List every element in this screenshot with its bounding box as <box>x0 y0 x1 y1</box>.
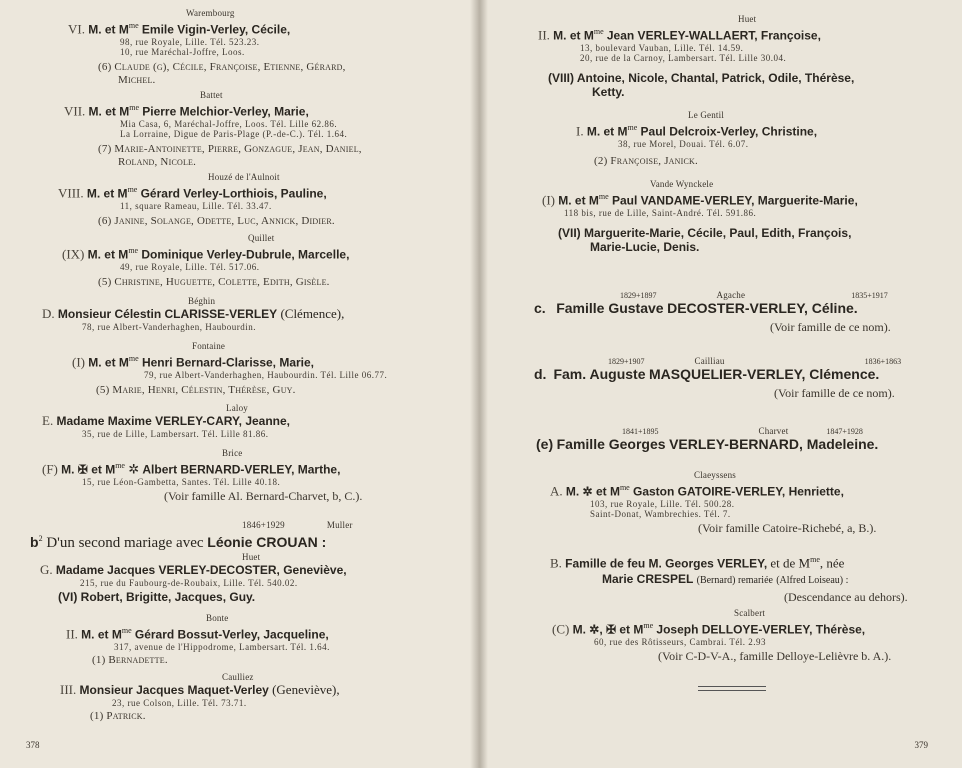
sup-me: me <box>643 621 654 630</box>
family-text: Fam. Auguste <box>553 366 646 382</box>
entry-ix <box>62 233 349 289</box>
children-line: (VI) Robert, Brigitte, Jacques, Guy. <box>58 590 256 604</box>
children-line: Ketty. <box>592 85 625 100</box>
maiden-name: Béghin <box>188 296 216 306</box>
entry-name: Jacques VERLEY-DECOSTER, Geneviève, <box>107 563 347 577</box>
children-line: Michel. <box>118 74 156 87</box>
entry-number: II. <box>538 27 550 43</box>
address-line: Saint-Donat, Wambrechies. Tél. 7. <box>590 509 731 520</box>
family-letter: (e) <box>536 436 554 452</box>
entry-number: II. <box>66 626 78 642</box>
entry-vi <box>68 8 346 87</box>
family-e <box>536 426 878 454</box>
entry-name: Henri Bernard-Clarisse, Marie, <box>141 355 315 370</box>
maiden-name: Laloy <box>226 403 248 413</box>
family-letter: c. <box>534 300 546 316</box>
entry-c-delloye <box>552 608 891 663</box>
years: 1829+1907 <box>608 357 645 366</box>
entry-number: (C) <box>552 621 570 637</box>
address-line: 15, rue Léon-Gambetta, Santes. Tél. Lille 40.18. <box>82 477 281 488</box>
entry-name: Paul VANDAME-VERLEY, Marguerite-Marie, <box>611 193 858 208</box>
sup-me: me <box>121 626 132 635</box>
sup-me: me <box>128 354 139 363</box>
children-line: Marie-Lucie, Denis. <box>590 240 700 255</box>
years: 1847+1928 <box>826 427 863 436</box>
maiden-name: Fontaine <box>192 341 226 351</box>
entry-name: Gérard Bossut-Verley, Jacqueline, <box>134 627 329 642</box>
sup-me: me <box>810 555 820 564</box>
entry-number: G. <box>40 562 53 577</box>
entry-title: M. et M <box>553 28 594 43</box>
address-line: 215, rue du Faubourg-de-Roubaix, Lille. Tél. 540.02. <box>80 578 298 588</box>
children-line: (1) Bernadette. <box>92 654 168 667</box>
entry-name: Gaston GATOIRE-VERLEY, Henriette, <box>632 484 844 499</box>
entry-text: Famille de feu <box>565 556 646 571</box>
entry-number: B. <box>550 555 562 571</box>
entry-ii-bossut <box>66 613 330 667</box>
entry-viii <box>58 172 335 228</box>
sup-me: me <box>128 246 139 255</box>
address-line: Mia Casa, 6, Maréchal-Joffre, Loos. Tél. Lille 62.86. <box>120 119 338 130</box>
maiden-name: Warembourg <box>186 8 235 18</box>
entry-title: M. ✲ et M <box>565 484 620 499</box>
right-page <box>478 0 962 768</box>
entry-name: Jean VERLEY-WALLAERT, Françoise, <box>606 28 821 43</box>
address-line: 103, rue Royale, Lille. Tél. 500.28. <box>590 499 735 510</box>
sup-me: me <box>627 123 638 132</box>
entry-d <box>42 296 344 332</box>
see-reference: (Descendance au dehors). <box>784 590 908 605</box>
children-line: (5) Marie, Henri, Célestin, Thérèse, Guy. <box>96 384 296 397</box>
family-name: MASQUELIER-VERLEY, Clémence. <box>649 366 880 382</box>
entry-text: et de M <box>770 555 811 571</box>
entry-b-verley <box>550 552 908 604</box>
entry-number: A. <box>550 483 563 499</box>
page-number: 379 <box>914 740 928 750</box>
end-rule <box>698 686 766 691</box>
address-line: 49, rue Royale, Lille. Tél. 517.06. <box>120 262 260 273</box>
entry-title: M. et M <box>88 355 129 370</box>
entry-title: Monsieur <box>79 683 133 697</box>
entry-title: Madame <box>55 563 104 577</box>
entry-tail: (Geneviève), <box>272 682 340 697</box>
family-d <box>534 356 901 400</box>
maiden-name: Charvet <box>758 426 789 436</box>
entry-title: M. ✠ et M <box>61 462 116 477</box>
entry-name: Dominique Verley-Dubrule, Marcelle, <box>141 247 350 262</box>
entry-number: VIII. <box>58 185 84 201</box>
years: 1836+1863 <box>864 357 902 366</box>
maiden-name: Vande Wynckele <box>650 179 714 189</box>
maiden-name: Quillet <box>248 233 275 243</box>
address-line: 23, rue Colson, Lille. Tél. 73.71. <box>112 698 247 708</box>
children-line: (7) Marie-Antoinette, Pierre, Gonzague, Jean, Daniel, <box>98 143 362 156</box>
entry-a-gatoire <box>550 470 876 535</box>
entry-number: I. <box>576 123 584 139</box>
address-line: 60, rue des Rôtisseurs, Cambrai. Tél. 2.93 <box>594 637 767 648</box>
maiden-name: Cailliau <box>694 356 725 366</box>
family-name: VERLEY-BERNARD, Madeleine. <box>669 436 879 452</box>
address-line: 317, avenue de l'Hippodrome, Lambersart. Tél. 1.64. <box>114 642 330 653</box>
entry-f <box>42 448 362 503</box>
see-reference: (Voir C-D-V-A., famille Delloye-Lelièvre b. A.). <box>658 649 892 664</box>
family-text: Famille Gustave <box>556 300 664 316</box>
entry-name: Maxime VERLEY-CARY, Jeanne, <box>107 414 291 428</box>
maiden-name: Huet <box>242 552 261 562</box>
entry-i-vandame <box>542 179 858 254</box>
entry-name: Paul Delcroix-Verley, Christine, <box>640 124 818 139</box>
entry-title: M. et M <box>88 104 130 119</box>
address-line: 10, rue Maréchal-Joffre, Loos. <box>120 47 245 58</box>
entry-name: M. Georges VERLEY, <box>648 556 768 571</box>
maiden-name: Huet <box>738 14 757 24</box>
see-reference: (Voir famille Al. Bernard-Charvet, b, C.). <box>164 489 363 504</box>
section-letter: b <box>30 534 39 550</box>
maiden-name: Claeyssens <box>694 470 736 480</box>
children-line: (6) Janine, Solange, Odette, Luc, Annick, Didier. <box>98 215 335 228</box>
see-reference: (Voir famille Catoire-Richebé, a, B.). <box>698 521 877 536</box>
entry-title: M. et M <box>558 193 599 208</box>
entry-i-bernard <box>72 341 387 397</box>
entry-number: III. <box>60 682 77 697</box>
family-name: DECOSTER-VERLEY, Céline. <box>667 300 858 316</box>
children-line: (2) Françoise, Janick. <box>594 155 698 168</box>
address-line: 79, rue Albert-Vanderhaghen, Haubourdin. Tél. Lille 06.77. <box>144 370 388 381</box>
years: 1841+1895 <box>622 427 659 436</box>
family-letter: d. <box>534 366 547 382</box>
address-line: 20, rue de la Carnoy, Lambersart. Tél. Lille 30.04. <box>580 53 787 64</box>
entry-name: Albert BERNARD-VERLEY, Marthe, <box>142 462 341 477</box>
maiden-name: Caulliez <box>222 672 254 682</box>
entry-e <box>42 403 290 439</box>
left-page <box>0 0 478 768</box>
maiden-name: Brice <box>222 448 243 458</box>
page-number: 378 <box>26 740 40 750</box>
sup-me: me <box>115 461 125 470</box>
family-text: Famille Georges <box>556 436 666 452</box>
entry-number: VI. <box>68 21 85 37</box>
address-line: 35, rue de Lille, Lambersart. Tél. Lille 81.86. <box>82 429 269 439</box>
entry-title: M. et M <box>586 124 628 139</box>
maiden-name: Muller <box>326 520 353 530</box>
entry-name: Célestin CLARISSE-VERLEY <box>114 307 278 321</box>
see-reference: (Voir famille de ce nom). <box>770 320 891 334</box>
children-line: (5) Christine, Huguette, Colette, Edith, Gisèle. <box>98 276 330 289</box>
section-sup: 2 <box>38 534 43 543</box>
entry-name: Joseph DELLOYE-VERLEY, Thérèse, <box>656 622 866 637</box>
entry-number: (IX) <box>62 246 85 262</box>
entry-name: Marie CRESPEL <box>602 572 694 587</box>
entry-iii-maquet <box>60 672 340 723</box>
entry-number: (I) <box>72 354 85 370</box>
children-line: Roland, Nicole. <box>118 156 197 169</box>
entry-ii-wallaert <box>538 14 854 99</box>
maiden-name: Bonte <box>206 613 229 623</box>
entry-title: M. et M <box>81 627 122 642</box>
address-line: 98, rue Royale, Lille. Tél. 523.23. <box>120 37 260 48</box>
maiden-name: Le Gentil <box>688 110 725 120</box>
sup-me: me <box>129 103 139 112</box>
address-line: La Lorraine, Digue de Paris-Plage (P.-de-C.). Tél. 1.64. <box>120 129 348 140</box>
sup-me: me <box>619 483 630 492</box>
address-line: 13, boulevard Vauban, Lille. Tél. 14.59. <box>580 43 744 54</box>
entry-tail: (Clémence), <box>280 306 345 321</box>
section-name: Léonie CROUAN : <box>207 534 327 550</box>
entry-text: , née <box>819 555 845 571</box>
children-line: (1) Patrick. <box>90 710 146 722</box>
entry-number: E. <box>42 413 54 428</box>
entry-name: Emile Vigin-Verley, Cécile, <box>141 22 291 37</box>
address-line: 38, rue Morel, Douai. Tél. 6.07. <box>618 139 749 150</box>
maiden-name: Scalbert <box>734 608 766 618</box>
address-line: 11, square Rameau, Lille. Tél. 33.47. <box>120 201 272 212</box>
years: 1846+1929 <box>242 520 285 530</box>
second-marriage-heading <box>30 520 353 552</box>
entry-number: (I) <box>542 192 555 208</box>
star-icon: ✲ <box>128 461 140 477</box>
entry-title: M. ✲, ✠ et M <box>572 622 644 637</box>
entry-g <box>40 552 347 604</box>
years: 1829+1897 <box>620 291 657 300</box>
entry-text: (Alfred Loiseau) : <box>776 575 849 587</box>
entry-title: M. et M <box>86 186 128 201</box>
entry-title: M. et M <box>87 247 129 262</box>
address-line: 118 bis, rue de Lille, Saint-André. Tél. 591.86. <box>564 208 757 219</box>
entry-number: VII. <box>64 103 86 119</box>
book-gutter <box>470 0 488 768</box>
entry-title: M. et M <box>88 22 129 37</box>
children-line: (VIII) Antoine, Nicole, Chantal, Patrick, Odile, Thérèse, <box>548 71 855 86</box>
sup-me: me <box>127 185 138 194</box>
entry-name: Jacques Maquet-Verley <box>136 683 269 697</box>
entry-text: (Bernard) remariée <box>696 575 773 587</box>
see-reference: (Voir famille de ce nom). <box>774 386 895 400</box>
entry-name: Gérard Verley-Lorthiois, Pauline, <box>140 186 327 201</box>
years: 1835+1917 <box>851 291 888 300</box>
maiden-name: Agache <box>716 290 746 300</box>
entry-vii <box>64 90 362 169</box>
entry-number: D. <box>42 306 55 321</box>
maiden-name: Battet <box>200 90 223 100</box>
entry-title: Monsieur <box>57 307 112 321</box>
section-text: D'un second mariage avec <box>46 535 204 551</box>
entry-number: (F) <box>42 461 58 477</box>
family-c <box>534 290 891 334</box>
entry-title: Madame <box>56 414 105 428</box>
sup-me: me <box>593 27 604 36</box>
entry-i-delcroix <box>576 110 817 168</box>
maiden-name: Houzé de l'Aulnoit <box>208 172 280 182</box>
entry-name: Pierre Melchior-Verley, Marie, <box>142 104 309 119</box>
address-line: 78, rue Albert-Vanderhaghen, Haubourdin. <box>82 322 256 332</box>
children-line: (6) Claude (g), Cécile, Françoise, Etienne, Gérard, <box>98 61 346 74</box>
children-line: (VII) Marguerite-Marie, Cécile, Paul, Edith, François, <box>558 226 852 241</box>
sup-me: me <box>128 21 139 30</box>
sup-me: me <box>598 192 609 201</box>
